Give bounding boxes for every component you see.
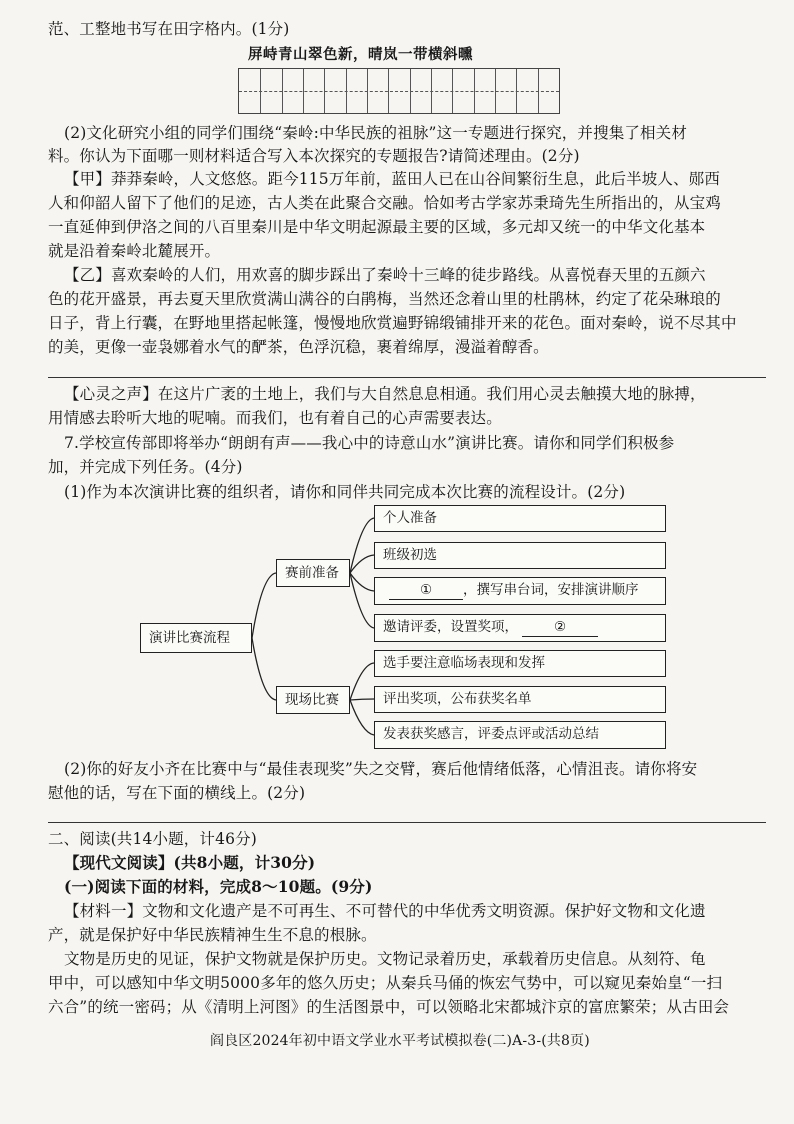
flow-pre-item-4 xyxy=(374,614,666,642)
q7-2-line2: 慰他的话，写在下面的横线上。(2分) xyxy=(48,784,306,802)
flow-branch-live: 现场比赛 xyxy=(276,686,350,714)
material-yi-line3: 日子，背上行囊，在野地里搭起帐篷，慢慢地欣赏遍野锦缎铺排开来的花色。面对秦岭，说不尽其中 xyxy=(48,314,737,332)
material-yi-line2: 色的花开盛景，再去夏天里欣赏满山满谷的白鹃梅，当然还念着山里的杜鹃林，约定了花朵琳琅的 xyxy=(48,290,721,308)
material-jia-line1: 【甲】莽莽秦岭，人文悠悠。距今115万年前，蓝田人已在山谷间繁衍生息，此后半坡人、郧西 xyxy=(64,170,721,188)
flow-pre-item-3 xyxy=(374,577,666,605)
q6-2-line2: 料。你认为下面哪一则材料适合写入本次探究的专题报告?请简述理由。(2分) xyxy=(48,147,580,165)
modern-reading-heading: 【现代文阅读】(共8小题，计30分) xyxy=(64,853,316,872)
xinling-line2: 用情感去聆听大地的呢喃。而我们，也有着自己的心声需要表达。 xyxy=(48,409,502,427)
q6-2-line1: (2)文化研究小组的同学们围绕“秦岭:中华民族的祖脉”这一专题进行探究，并搜集了相关材 xyxy=(64,124,687,142)
flow-pre-item-3-text: ，撰写串台词，安排演讲顺序 xyxy=(463,582,639,598)
para-line3: 六合”的统一密码；从《清明上河图》的生活图景中，可以领略北宋都城汴京的富庶繁荣；从古田会 xyxy=(48,998,730,1016)
q7-2-line1: (2)你的好友小齐在比赛中与“最佳表现奖”失之交臂，赛后他情绪低落，心情沮丧。请你将安 xyxy=(64,760,698,778)
material-jia-line2: 人和仰韶人留下了他们的足迹，古人类在此聚合交融。恰如考古学家苏秉琦先生所指出的，从宝鸡 xyxy=(48,194,721,212)
flow-branch-pre: 赛前准备 xyxy=(276,559,350,587)
material1-line2: 产，就是保护好中华民族精神生生不息的根脉。 xyxy=(48,926,377,944)
flow-pre-item-1: 个人准备 xyxy=(374,505,666,532)
para-line2: 甲中，可以感知中华文明5000多年的悠久历史；从秦兵马俑的恢宏气势中，可以窥见秦始皇“一扫 xyxy=(48,974,723,992)
flow-root: 演讲比赛流程 xyxy=(140,623,252,653)
xinling-line1: 【心灵之声】在这片广袤的土地上，我们与大自然息息相通。我们用心灵去触摸大地的脉搏， xyxy=(64,385,706,403)
q7-line1: 7.学校宣传部即将举办“朗朗有声——我心中的诗意山水”演讲比赛。请你和同学们积极参 xyxy=(64,434,675,452)
flow-live-item-1: 选手要注意临场表现和发挥 xyxy=(374,650,666,677)
material-yi-line1: 【乙】喜欢秦岭的人们，用欢喜的脚步踩出了秦岭十三峰的徒步路线。从喜悦春天里的五颜六 xyxy=(64,266,706,284)
material-yi-line4: 的美，更像一壶袅娜着水气的酽茶，色浮沉稳，裹着绵厚，漫溢着醇香。 xyxy=(48,338,549,356)
material1-line1: 【材料一】文物和文化遗产是不可再生、不可替代的中华优秀文明资源。保护好文物和文化遗 xyxy=(64,902,706,920)
material-jia-line4: 就是沿着秦岭北麓展开。 xyxy=(48,242,221,260)
flow-live-item-2: 评出奖项，公布获奖名单 xyxy=(374,686,666,713)
question-tail: 范、工整地书写在田字格内。(1分) xyxy=(48,20,290,38)
flow-pre-item-2: 班级初选 xyxy=(374,542,666,569)
blank-1[interactable]: ① xyxy=(389,581,463,600)
poem-line: 屏峙青山翠色新，晴岚一带横斜曛 xyxy=(248,46,473,63)
answer-line[interactable] xyxy=(48,822,766,823)
flow-pre-item-4-text: 邀请评委，设置奖项， xyxy=(383,619,518,635)
page-footer: 阎良区2024年初中语文学业水平考试模拟卷(二)A-3-(共8页) xyxy=(210,1033,590,1049)
flow-live-item-3: 发表获奖感言，评委点评或活动总结 xyxy=(374,721,666,749)
section2-title: 二、阅读(共14小题，计46分) xyxy=(48,830,257,848)
q7-sub1: (1)作为本次演讲比赛的组织者，请你和同伴共同完成本次比赛的流程设计。(2分) xyxy=(64,483,626,501)
material-jia-line3: 一直延伸到伊洛之间的八百里秦川是中华文明起源最主要的区域，多元却又统一的中华文化基本 xyxy=(48,218,706,236)
part1-heading: (一)阅读下面的材料，完成8～10题。(9分) xyxy=(64,877,373,896)
blank-2[interactable]: ② xyxy=(522,618,598,637)
q7-line2: 加，并完成下列任务。(4分) xyxy=(48,458,243,476)
para-line1: 文物是历史的见证，保护文物就是保护历史。文物记录着历史，承载着历史信息。从刻符、龟 xyxy=(64,950,706,968)
